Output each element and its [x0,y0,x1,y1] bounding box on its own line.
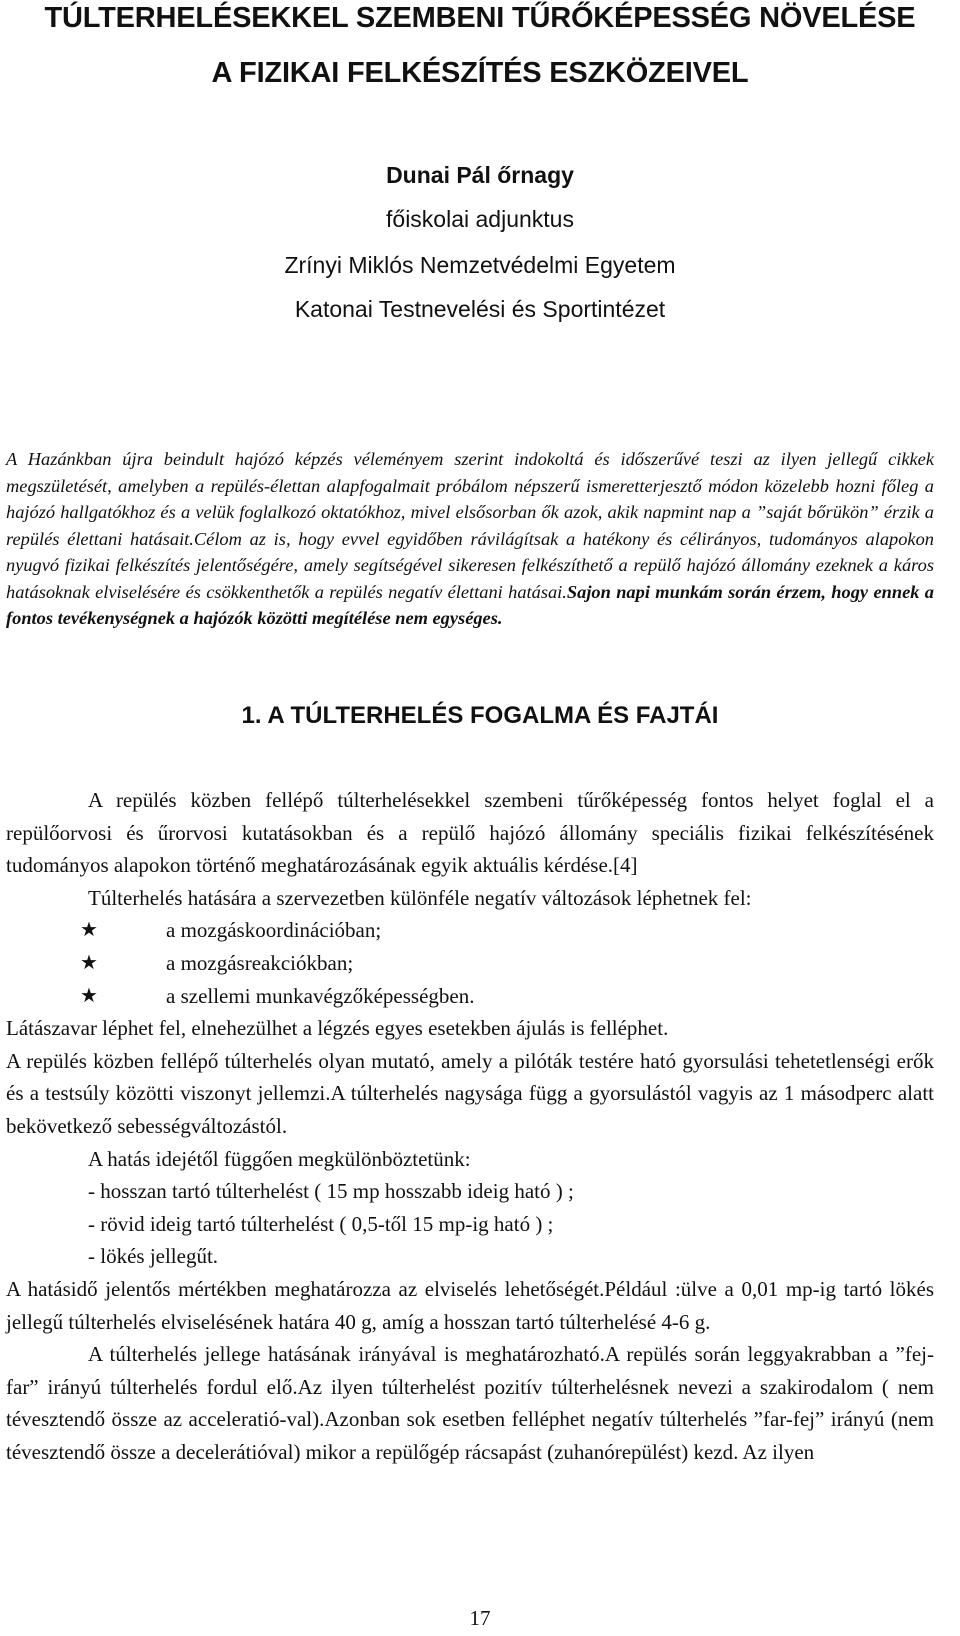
author-name: Dunai Pál őrnagy [386,162,574,188]
abstract [6,446,934,632]
dash-item: - hosszan tartó túlterhelést ( 15 mp hosszabb ideig ható ) ; [88,1179,574,1204]
bullet-text: a mozgáskoordinációban; [166,918,382,943]
body-text [6,784,934,1468]
star-icon: ★ [80,951,98,974]
author-institute: Katonai Testnevelési és Sportintézet [294,296,666,322]
author-position: főiskolai adjunktus [386,206,574,232]
section-heading: 1. A TÚLTERHELÉS FOGALMA ÉS FAJTÁI [241,702,719,729]
dash-item: - lökés jellegűt. [88,1244,219,1269]
title-line-1: TÚLTERHELÉSEKKEL SZEMBENI TŰRŐKÉPESSÉG NÖVELÉSE [44,2,916,34]
star-icon: ★ [80,984,98,1007]
paragraph-1: A repülés közben fellépő túlterhelésekkel szembeni tűrőképesség fontos helyet foglal el a repülőorvosi és űrorvosi kutatásokban és a repülő hajózó állomány speciális fizikai felkészítésének tudományos alapokon történő meghatározásának egyik aktuális kérdése.[4] [6,788,934,878]
dash-item: - rövid ideig tartó túlterhelést ( 0,5-től 15 mp-ig ható ) ; [88,1211,554,1236]
bullet-item [6,980,934,1013]
abstract-text: A Hazánkban újra beindult hajózó képzés véleményem szerint indokoltá és időszerűvé teszi az ilyen jellegű cikkek megszületését, amelyben a repülés-élettan alapfogalmait próbálom népszerű ismeretterjesztő módon közelebb hozni főleg a hajózó hallgatókhoz és a velük foglalkozó oktatókhoz, mivel elsősorban ők azok, akik napmint nap a ”saját bőrükön” érzik a repülés élettani hatásait.Célom az is, hogy evvel egyidőben rávilágítsak a hatékony és célirányos, tudományos alapokon nyugvó fizikai felkészítés jelentőségére, amely segítségével sikeresen felkészíthető a repülő hajózó állomány ezeknek a káros hatásoknak elviselésére és csökkenthetők a repülés negatív élettani hatásai. [6,449,934,602]
bullet-item [6,914,934,947]
bullet-text: a szellemi munkavégzőképességben. [166,983,475,1008]
page-number: 17 [469,1606,491,1630]
author-university: Zrínyi Miklós Nemzetvédelmi Egyetem [284,252,676,278]
paragraph-2: Túlterhelés hatására a szervezetben különféle negatív változások léphetnek fel: [88,885,752,910]
bullet-text: a mozgásreakciókban; [166,950,354,975]
bullet-item [6,947,934,980]
star-icon: ★ [80,919,98,942]
paragraph-5: A hatás idejétől függően megkülönböztetünk: [88,1146,471,1171]
paragraph-4: A repülés közben fellépő túlterhelés olyan mutató, amely a pilóták testére ható gyorsulási tehetetlenségi erők és a testsúly közötti viszonyt jellemzi.A túlterhelés nagysága függ a gyorsulástól vagyis az 1 másodperc alatt bekövetkező sebességváltozástól. [6,1048,934,1138]
paragraph-7: A túlterhelés jellege hatásának irányával is meghatározható.A repülés során leggyakrabban a ”fej-far” irányú túlterhelés fordul elő.Az ilyen túlterhelést pozitív túlterhelésnek nevezi a szakirodalom ( nem tévesztendő össze az acceleratió-val).Azonban sok esetben felléphet negatív túlterhelés ”far-fej” irányú (nem tévesztendő össze a decelerátióval) mikor a repülőgép rácsapást (zuhanórepülést) kezd. Az ilyen [6,1342,934,1464]
paragraph-3: Látászavar léphet fel, elnehezülhet a légzés egyes esetekben ájulás is felléphet. [6,1016,669,1041]
title-line-2: A FIZIKAI FELKÉSZÍTÉS ESZKÖZEIVEL [211,57,749,89]
paragraph-6: A hatásidő jelentős mértékben meghatározza az elviselés lehetőségét.Például :ülve a 0,01 mp-ig tartó lökés jellegű túlterhelés elviselésének határa 40 g, amíg a hosszan tartó túlterhelésé 4-6 g. [6,1276,934,1334]
abstract-tail: Sajon napi munkám során érzem, hogy ennek a fontos tevékenységnek a hajózók közötti megítélése nem egységes. [6,581,934,628]
